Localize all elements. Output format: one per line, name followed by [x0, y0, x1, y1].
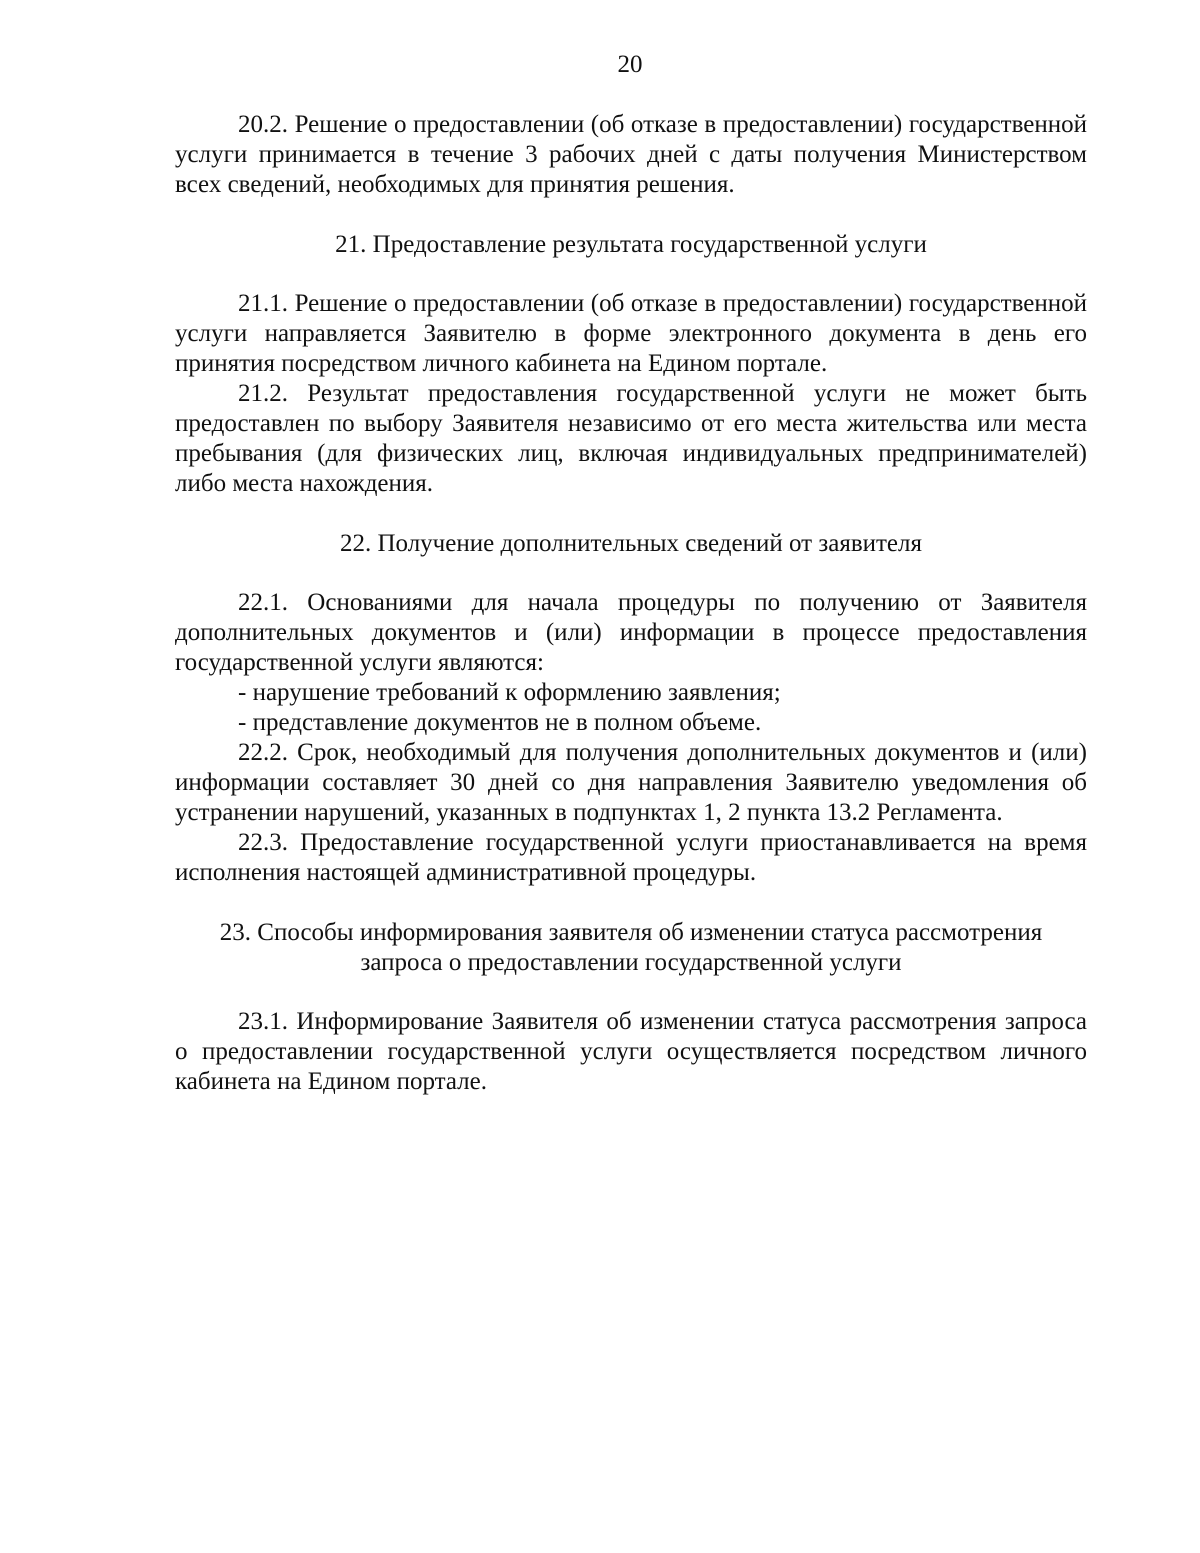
page-number: 20	[617, 51, 643, 78]
heading-section-22: 22. Получение дополнительных сведений от заявителя	[339, 530, 923, 557]
paragraph-21-2: 21.2. Результат предоставления государственной услуги не может быть предоставлен по выбору Заявителя независимо от его места жительства или места пребывания (для физических лиц, включая индивидуальных предпринимателей) либо места нахождения.	[175, 380, 1087, 497]
document-body	[175, 110, 1087, 1097]
heading-section-21: 21. Предоставление результата государственной услуги	[335, 231, 927, 258]
paragraph-20-2: 20.2. Решение о предоставлении (об отказе в предоставлении) государственной услуги принимается в течение 3 рабочих дней с даты получения Министерством всех сведений, необходимых для принятия решения.	[175, 111, 1087, 198]
paragraph-23-1: 23.1. Информирование Заявителя об изменении статуса рассмотрения запроса о предоставлении государственной услуги осуществляется посредством личного кабинета на Едином портале.	[175, 1008, 1087, 1095]
paragraph-22-2: 22.2. Срок, необходимый для получения дополнительных документов и (или) информации составляет 30 дней со дня направления Заявителю уведомления об устранении нарушений, указанных в подпунктах 1, 2 пункта 13.2 Регламента.	[175, 739, 1087, 826]
paragraph-22-1: 22.1. Основаниями для начала процедуры по получению от Заявителя дополнительных документов и (или) информации в процессе предоставления государственной услуги являются:	[175, 589, 1087, 676]
heading-section-23-line-2: запроса о предоставлении государственной услуги	[360, 949, 902, 976]
paragraph-21-1: 21.1. Решение о предоставлении (об отказе в предоставлении) государственной услуги направляется Заявителю в форме электронного документа в день его принятия посредством личного кабинета на Едином портале.	[175, 290, 1087, 377]
heading-section-23	[175, 918, 1087, 978]
heading-section-23-line-1: 23. Способы информирования заявителя об изменении статуса рассмотрения	[219, 919, 1043, 946]
paragraph-22-3: 22.3. Предоставление государственной услуги приостанавливается на время исполнения настоящей административной процедуры.	[175, 829, 1087, 886]
list-item-requirements-violation: - нарушение требований к оформлению заявления;	[238, 679, 781, 706]
list-item-incomplete-documents: - представление документов не в полном объеме.	[238, 709, 762, 736]
